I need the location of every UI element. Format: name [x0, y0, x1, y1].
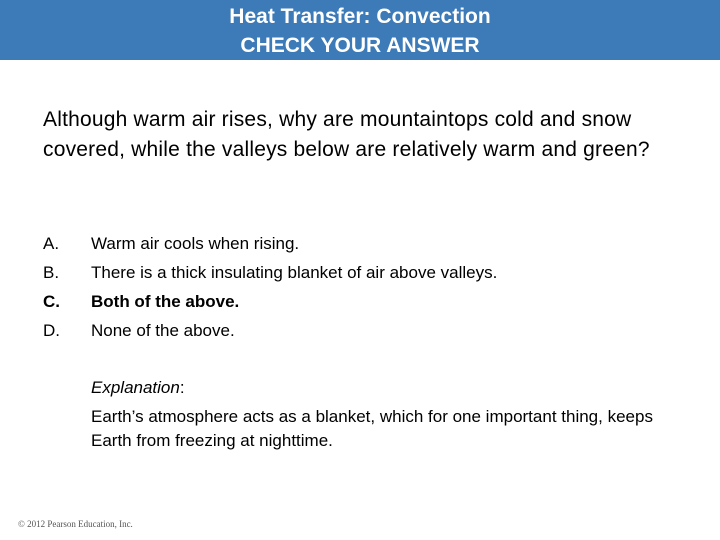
title-bar [0, 0, 720, 60]
option-b-text: There is a thick insulating blanket of air above valleys. [91, 263, 498, 282]
question-text: Although warm air rises, why are mountaintops cold and snow covered, while the valleys below are relatively warm and green? [43, 108, 650, 161]
explanation-colon: : [179, 378, 185, 397]
explanation-text: Earth’s atmosphere acts as a blanket, which for one important thing, keeps Earth from freezing at nighttime. [91, 407, 653, 450]
option-c-letter: C. [43, 292, 60, 311]
explanation-heading [91, 377, 185, 399]
slide-subtitle: CHECK YOUR ANSWER [240, 34, 480, 57]
option-b-letter: B. [43, 263, 60, 282]
option-d-letter: D. [43, 321, 60, 340]
explanation-label: Explanation [91, 378, 180, 397]
option-a-letter: A. [43, 234, 60, 253]
option-c-text: Both of the above. [91, 292, 240, 311]
slide-title: Heat Transfer: Convection [229, 5, 491, 28]
option-a-text: Warm air cools when rising. [91, 234, 300, 253]
copyright-footer: © 2012 Pearson Education, Inc. [18, 519, 133, 529]
option-d-text: None of the above. [91, 321, 235, 340]
